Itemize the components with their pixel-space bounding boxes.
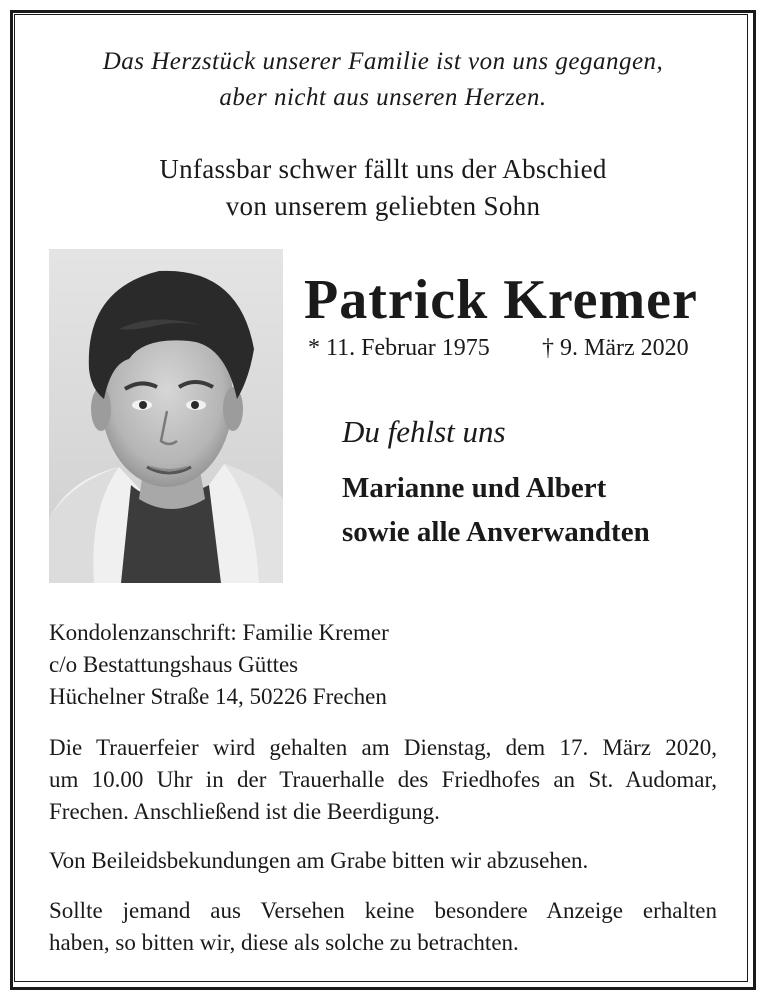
death-info	[542, 335, 689, 362]
motto-line-1: Das Herzstück unserer Familie ist von uns gegangen,	[102, 48, 664, 75]
note-line-1: Sollte jemand aus Versehen keine besondere Anzeige erhalten	[49, 898, 717, 923]
ceremony-line-2: um 10.00 Uhr in der Trauerhalle des Friedhofes an St. Audomar,	[49, 767, 717, 792]
ceremony-line-3: Frechen. Anschließend ist die Beerdigung.	[49, 799, 440, 824]
family-line-2: sowie alle Anverwandten	[342, 516, 650, 548]
note-line-2: haben, so bitten wir, diese als solche zu betrachten.	[49, 930, 519, 955]
motto-line-2: aber nicht aus unseren Herzen.	[219, 84, 547, 111]
note-condolences: Von Beileidsbekundungen am Grabe bitten wir abzusehen.	[49, 848, 589, 873]
birth-date: 11. Februar 1975	[326, 335, 490, 361]
ceremony-line-1: Die Trauerfeier wird gehalten am Dienstag, dem 17. März 2020,	[49, 735, 717, 760]
birth-symbol: *	[308, 335, 320, 361]
condolence-line-3: Hüchelner Straße 14, 50226 Frechen	[49, 684, 387, 709]
condolence-line-1: Kondolenzanschrift: Familie Kremer	[49, 620, 389, 645]
condolence-line-2: c/o Bestattungshaus Güttes	[49, 652, 299, 677]
birth-info	[308, 335, 490, 362]
family-line-1: Marianne und Albert	[342, 472, 607, 504]
intro-line-1: Unfassbar schwer fällt uns der Abschied	[159, 154, 607, 184]
death-date: 9. März 2020	[560, 335, 689, 361]
intro-line-2: von unserem geliebten Sohn	[225, 191, 541, 221]
deceased-name: Patrick Kremer	[304, 269, 698, 331]
portrait-photo	[49, 249, 283, 583]
cross-icon: †	[542, 335, 554, 361]
message-line: Du fehlst uns	[342, 414, 506, 449]
